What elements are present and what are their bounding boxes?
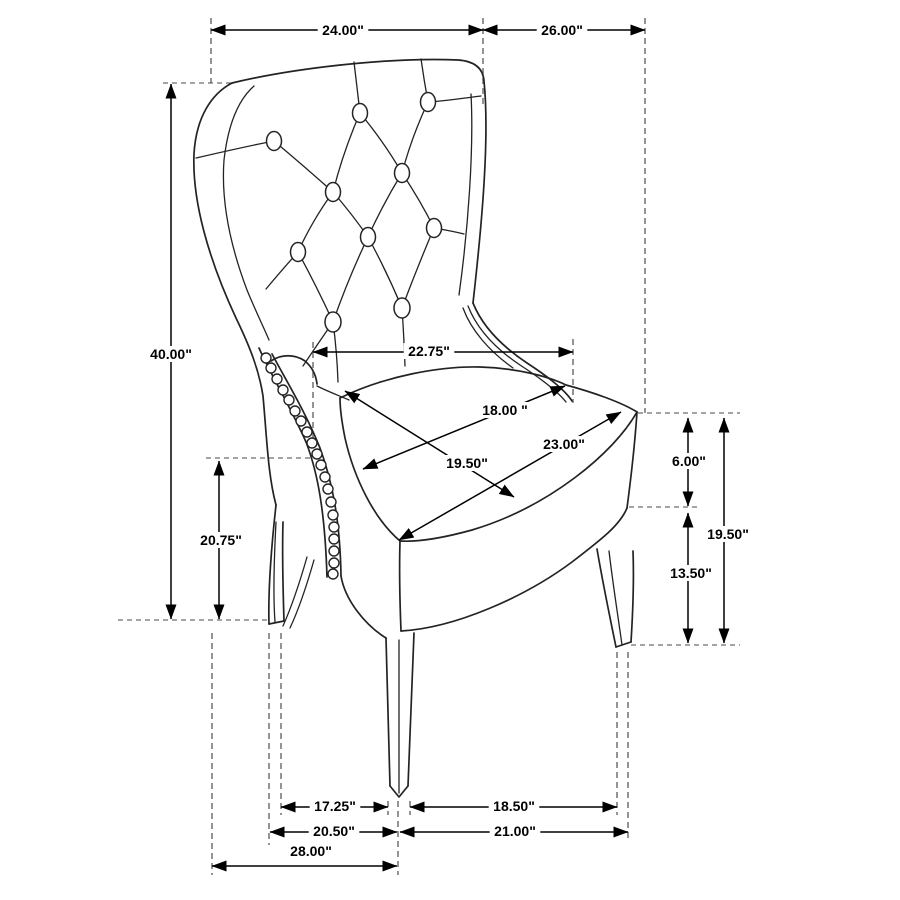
dimension-seat-diagonal xyxy=(399,412,621,540)
headrest-seam xyxy=(196,141,274,158)
dimension-label: 19.50" xyxy=(446,455,488,471)
chair-back-outline xyxy=(232,60,486,303)
left-wing-inner xyxy=(223,86,269,340)
chair-back-inner-right xyxy=(459,94,472,295)
arm-to-seat xyxy=(317,386,349,400)
dimension-label: 18.00 " xyxy=(482,402,528,418)
dimension-back-width-at-seat xyxy=(313,343,573,359)
dimension-back-width-top xyxy=(211,22,483,38)
dimension-base-depth-rear xyxy=(270,823,397,839)
dimension-label: 19.50" xyxy=(707,526,749,542)
tufting-lattice xyxy=(266,59,434,382)
dimension-label: 26.00" xyxy=(541,22,583,38)
chair-drawing xyxy=(194,59,637,797)
dimension-rear-leg-spacing xyxy=(281,798,388,814)
chair-left-outline xyxy=(194,83,276,505)
right-leg xyxy=(597,549,633,647)
dimension-label: 6.00" xyxy=(672,453,706,469)
dimension-label: 18.50" xyxy=(493,798,535,814)
dimension-overall-base-depth xyxy=(212,843,397,866)
dimension-label: 20.50" xyxy=(313,823,355,839)
dimension-base-depth-front xyxy=(400,823,628,839)
dimension-label: 28.00" xyxy=(290,843,332,859)
dimension-label: 40.00" xyxy=(150,346,192,362)
dimension-label: 22.75" xyxy=(408,343,450,359)
rear-left-leg xyxy=(269,505,284,624)
skirt-front-corner xyxy=(400,541,401,631)
dimension-overall-height xyxy=(146,84,197,619)
reference-guides xyxy=(118,18,740,875)
dimension-label: 21.00" xyxy=(494,823,536,839)
dimension-cushion-thickness xyxy=(668,418,711,506)
skirt-left-seam-2 xyxy=(290,560,314,628)
dimension-overall-depth-top xyxy=(483,22,645,38)
seat-front-edge xyxy=(400,412,637,541)
skirt-left-bottom xyxy=(341,576,386,638)
dimension-label: 23.00" xyxy=(543,436,585,452)
skirt-bottom xyxy=(401,508,627,631)
dimension-label: 13.50" xyxy=(670,565,712,581)
dimension-arm-height xyxy=(196,461,247,619)
dimension-seat-height xyxy=(703,418,754,643)
front-leg xyxy=(386,633,414,797)
dimension-label: 17.25" xyxy=(314,798,356,814)
dimension-line xyxy=(399,412,621,540)
dimension-front-leg-spacing xyxy=(410,798,617,814)
dimension-label: 24.00" xyxy=(322,22,364,38)
dimension-label: 20.75" xyxy=(200,532,242,548)
